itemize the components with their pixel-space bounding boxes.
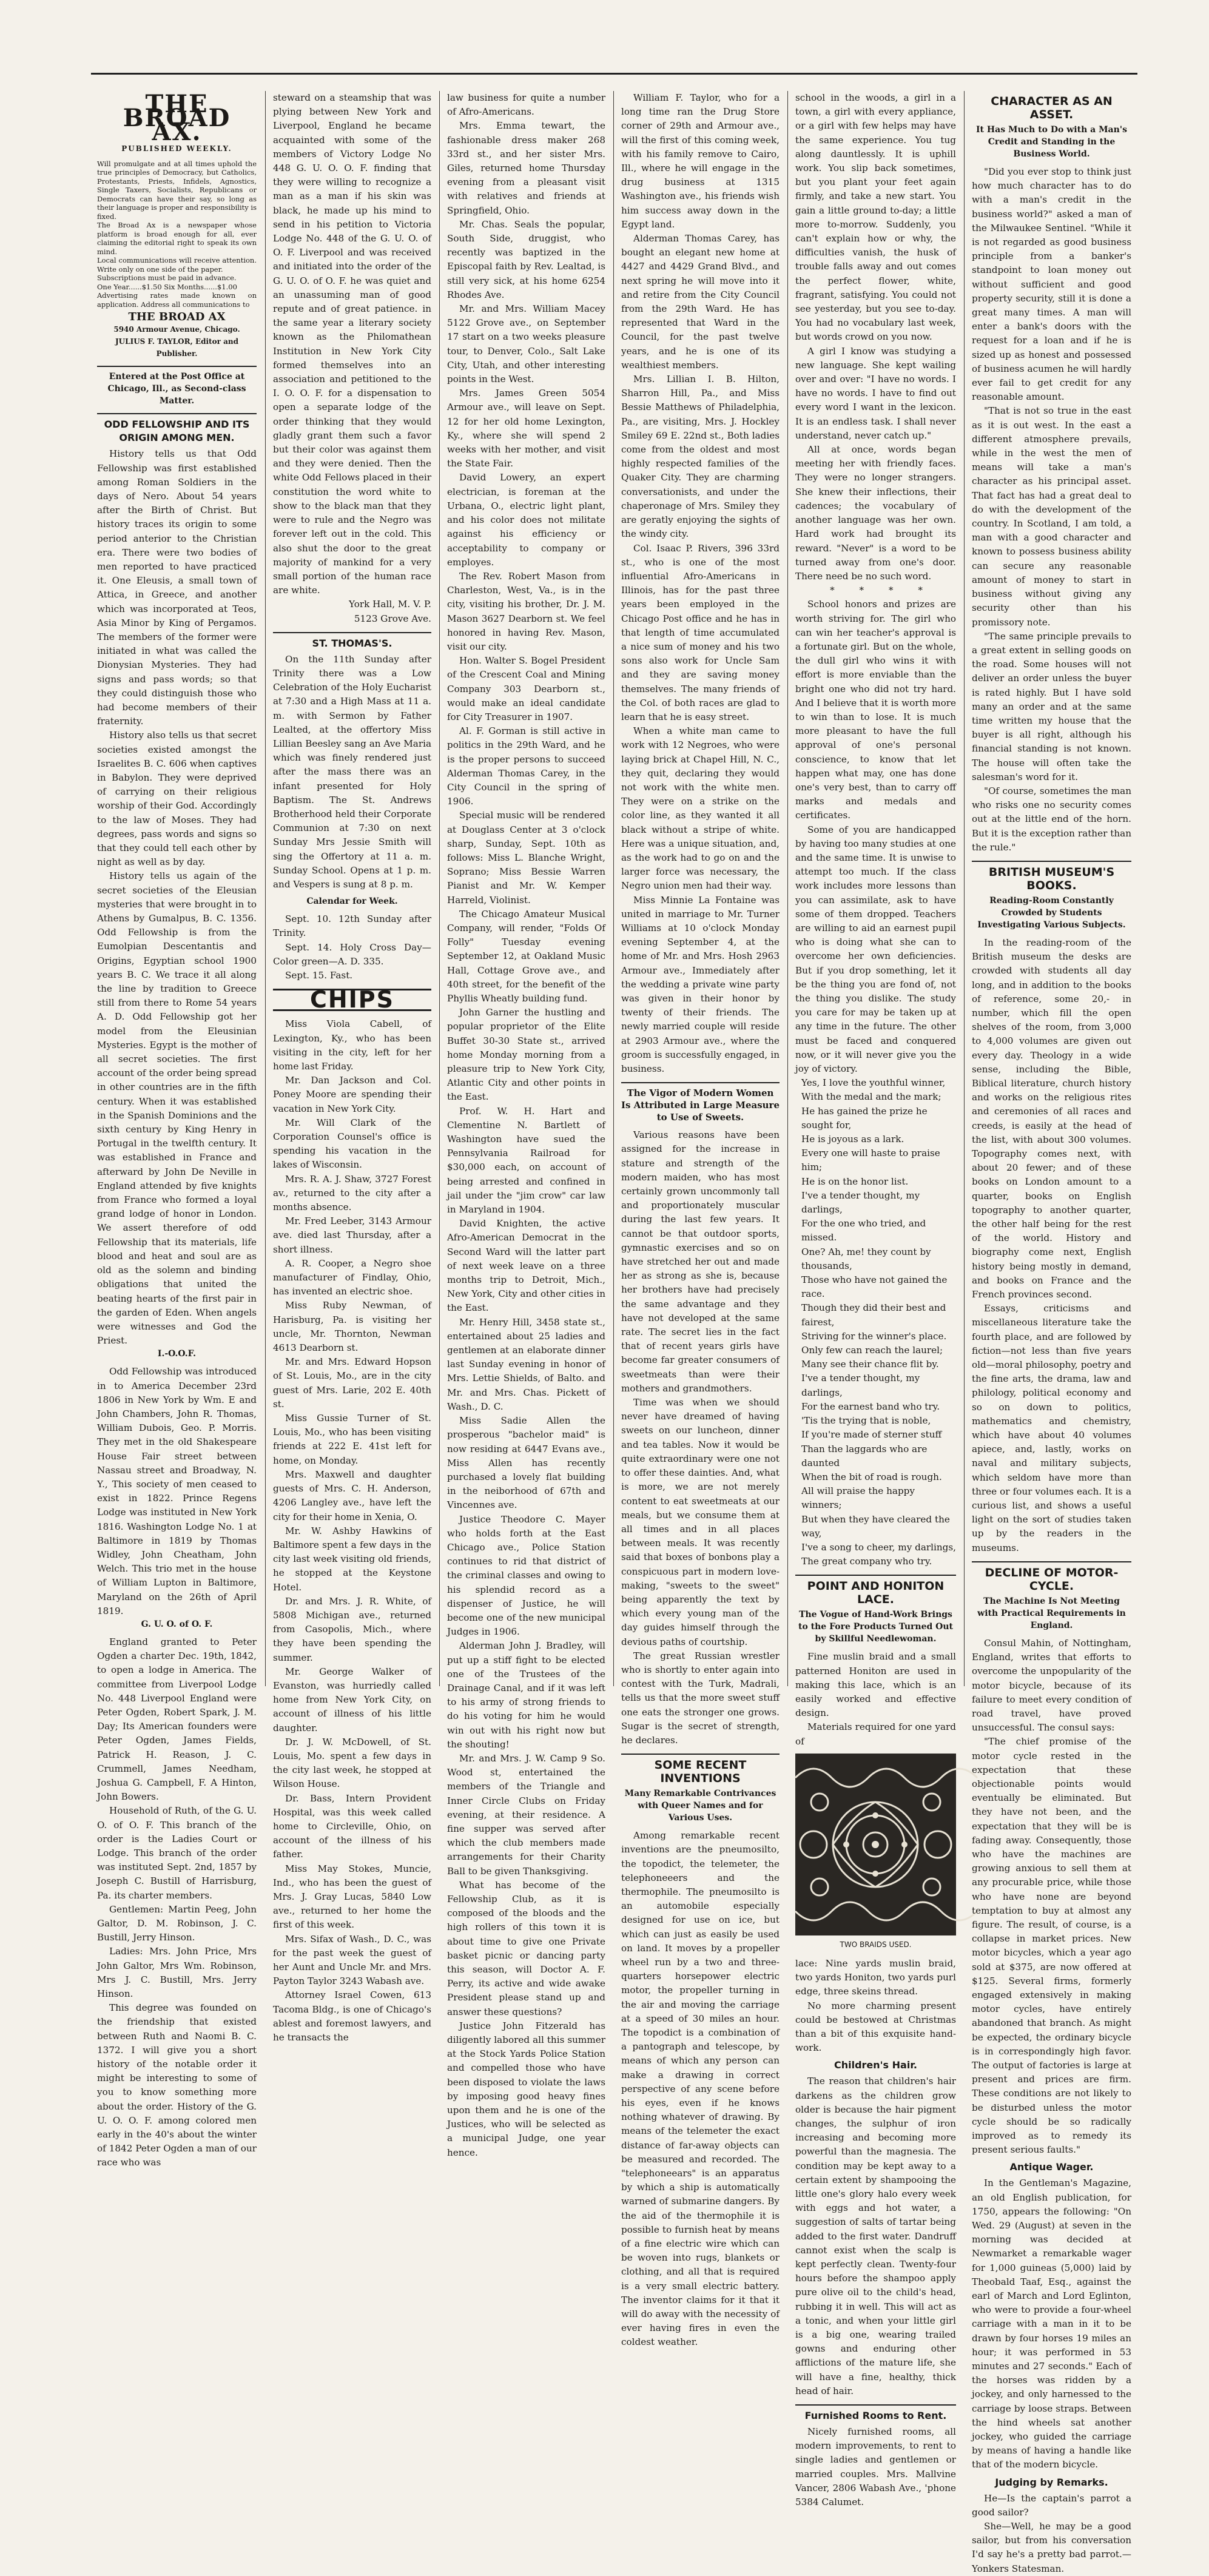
article-paragraph: Household of Ruth, of the G. U. O. of O. F. This branch of the order is the Ladies Court or Lodge. This branch of the order was instituted Sept. 2nd, 1857 by Joseph C. Bustill of Harrisburg, Pa. its charter members. — [97, 1805, 257, 1901]
article-paragraph: England granted to Peter Ogden a charter Dec. 19th, 1842, to open a lodge in America. The committee from Liverpool Lodge No. 448 Liverpool England were Peter Ogden, Robert Spark, J. M. Day; Its American founders were Peter Ogden, James Fields, Patrick H. Reason, J. C. Crummell, James Needham, Joshua G. Campbell, F. A Hinton, John Bowers. — [97, 1636, 257, 1803]
poem-line: Yes, I love the youthful winner, — [801, 1077, 946, 1089]
column-rule — [613, 91, 614, 1686]
masthead-notice: Will promulgate and at all times uphold the true principles of Democracy, but Catholics, Protestants, Priests, Infidels, Agnostics, Single Taxers, Socialists, Republicans or Democrats can have their say, so long as their language is proper and responsibility is fixed. — [97, 159, 257, 221]
divider — [273, 632, 431, 633]
signature: York Hall, M. V. P. — [349, 599, 431, 610]
chip-item: Mrs. R. A. J. Shaw, 3727 Forest av., returned to the city after a months absence. — [273, 1173, 431, 1213]
article-subhead: The Vogue of Hand-Work Brings to the Fore Products Turned Out by Skillful Needlewoman. — [798, 1610, 953, 1644]
divider — [621, 1082, 780, 1083]
divider — [972, 861, 1131, 862]
chip-item: Mr. Fred Leeber, 3143 Armour ave. died last Thursday, after a short illness. — [273, 1216, 431, 1255]
poem-line: If you're made of sterner stuff — [801, 1429, 942, 1441]
article-paragraph: Gentlemen: Martin Peeg, John Galtor, D. M. Robinson, J. C. Bustill, Jerry Hinson. — [97, 1903, 257, 1943]
masthead-title: THE BROAD AX. — [123, 90, 231, 147]
article-headline: The Vigor of Modern Women Is Attributed in Large Measure to Use of Sweets. — [621, 1088, 780, 1123]
chip-item: A. R. Cooper, a Negro shoe manufacturer of Findlay, Ohio, has invented an electric shoe. — [273, 1257, 431, 1297]
article-paragraph: Various reasons have been assigned for the increase in stature and strength of the modern maiden, who has most certainly grown uncommonly tall and proportionately muscular during the last few years. It cannot be that outdoor sports, gymnastic exercises and so on have stretched her out and made her as strong as she is, because her brothers have had precisely the same advantage and they have not developed at the same rate. The secret lies in the fact that of recent years girls have become far greater consumers of sweetmeats than were their mothers and grandmothers. — [621, 1129, 780, 1394]
masthead-notice: The Broad Ax is a newspaper whose platform is broad enough for all, ever claiming the editorial right to speak its own mind. — [97, 221, 257, 256]
article-subhead: The Machine Is Not Meeting with Practical Requirements in England. — [977, 1596, 1126, 1630]
chip-item: Mrs. Sifax of Wash., D. C., was for the past week the guest of her Aunt and Uncle Mr. and Mrs. Payton Taylor 3243 Wabash ave. — [273, 1933, 431, 1987]
calendar-heading: Calendar for Week. — [306, 896, 398, 907]
masthead-notice: Subscriptions must be paid in advance. — [97, 274, 237, 283]
article-headline: SOME RECENT INVENTIONS — [654, 1758, 747, 1786]
article-paragraph: History tells us again of the secret societies of the Eleusian mysteries that were brought in to Athens by Gumalpus, B. C. 1356. Odd Fellowship is from the Eumolpian Descentantis and Origins, Egyptian school 1900 years B. C. We trace it all along the line by tradition to Greece still from there to Rome 54 years A. D. Odd Fellowship got her model from the Eleusinian Mysteries. Egypt is the mother of all secret societies. The first account of the order being spread in other countries are in the fifth century. When it was established in the Spanish Dominions and the sixth century by King Henry in Portugal in the twelfth century. It was established in France and afterward by John De Neville in England attended by five knights from France who formed a loyal grand lodge of honor in London. We assert therefore of odd Fellowship that its materials, life blood and heat and soul are as old as the solemn and binding obligations that united the beating hearts of the first pair in the garden of Eden. When angels were witnesses and God the Priest. — [97, 870, 257, 1347]
article-paragraph: A girl I know was studying a new language. She kept wailing over and over: "I have no words. I have no words. I have to find out every word I want in the lexicon. It is an endless task. I shall never understand, never catch up." — [795, 345, 956, 441]
article-paragraph: steward on a steamship that was plying between New York and Liverpool, England he became acquainted with some of the members of Victory Lodge No 448 G. U. O. O. F. finding that they were willing to recognize a man as a man if his skin was black, he made up his mind to send in his petition to Victoria Lodge No. 448 of the G. U. O. of O. F. Liverpool and was received and initiated into the order of the G. U. O. of O. F. he was quiet and an unassuming man of good repute and of great patience. in the same year a literary society known as the Philomathean Institution in New York City formed themselves into an association and petitioned to the I. O. O. F. for a dispensation to open a separate lodge of the order thinking that they would gladly grant them such a favor but their color was against them and they were denied. Then the white Odd Fellows placed in their constitution the word white to show to the black man that they were to rule and the Negro was forever left out in the cold. This also shut the door to the great majority of mankind for a very small portion of the human race are white. — [273, 92, 431, 596]
column-4 — [615, 91, 786, 2348]
article-paragraph: lace: Nine yards muslin braid, two yards Honiton, two yards purl edge, three skeins thread. — [795, 1957, 956, 1997]
article-subhead: Reading-Room Constantly Crowded by Students Investigating Various Subjects. — [977, 895, 1126, 930]
article-paragraph: "The chief promise of the motor cycle rested in the expectation that these objectionable points would eventually be eliminated. But they have not been, and the expectation that they will be is fading away. Consequently, those who have the machines are growing anxious to sell them at any procurable price, while those who have none are beyond temptation to buy at almost any figure. The result, of course, is a collapse in market prices. New motor bicycles, which a year ago sold at $375, are now offered at $125. Several firms, formerly engaged extensively in making motor cycles, have entirely abandoned that branch. As might be expected, the ordinary bicycle is in correspondingly high favor. The output of factories is large at present and prices are firm. These conditions are not likely to be disturbed unless the motor cycle should be so radically improved as to remedy its present serious faults." — [972, 1736, 1131, 2156]
chip-item: Mr. W. Ashby Hawkins of Baltimore spent a few days in the city last week visiting old friends, he stopped at the Keystone Hotel. — [273, 1525, 431, 1593]
poem-line: I've a song to cheer, my darlings, — [801, 1541, 956, 1553]
masthead-name: THE BROAD AX — [128, 311, 226, 324]
chip-item: John Garner the hustling and popular proprietor of the Elite Buffet 30-30 State st., arrived home Monday morning from a pleasure trip to New York City, Atlantic City and other points in the East. — [447, 1007, 605, 1103]
article-paragraph: History tells us that Odd Fellowship was first established among Roman Soldiers in the days of Nero. About 54 years after the Birth of Christ. But history traces its origin to some period anterior to the Christian era. There were two bodies of men reported to have practiced it. One Eleusis, a small town of Attica, in Greece, and another which was incorporated at Teos, Asia Minor by King of Pergamos. The members of the former were initiated in what was called the Dionysian Mysteries. They had signs and pass words; so that they could distinguish those who had become members of their fraternity. — [97, 448, 257, 727]
column-rule — [439, 91, 440, 1686]
article-headline: ODD FELLOWSHIP AND ITS ORIGIN AMONG MEN. — [104, 419, 250, 444]
divider — [97, 413, 257, 414]
calendar-entry: Sept. 10. 12th Sunday after Trinity. — [273, 913, 431, 939]
article-paragraph: Some of you are handicapped by having too many studies at one and the same time. It is unwise to attempt too much. If the class work includes more lessons than you can assimilate, ask to have some of them dropped. Teachers are willing to aid an earnest pupil who is doing what she can to overcome her own deficiencies. But if you drop something, let it be the thing you are fond of, not the thing you dislike. The study you care for may be taken up at any time in the future. The other must be faced and conquered now, or it will never give you the joy of victory. — [795, 824, 956, 1075]
chip-item: Miss May Stokes, Muncie, Ind., who has been the guest of Mrs. J. Gray Lucas, 5840 Low ave., returned to her home the first of this week. — [273, 1863, 431, 1931]
chip-item: David Knighten, the active Afro-American Democrat in the Second Ward will the latter part of next week leave on a three months trip to Detroit, Mich., New York, City and other cities in the East. — [447, 1218, 605, 1314]
article-paragraph: He—Is the captain's parrot a good sailor? — [972, 2492, 1131, 2518]
column-rule — [787, 91, 788, 1686]
article-paragraph: "Of course, sometimes the man who risks one no security comes out at the little end of the horn. But it is the exception rather than the rule." — [972, 785, 1131, 853]
poem-line: Than the laggards who are daunted — [801, 1443, 928, 1468]
article-paragraph: Ladies: Mrs. John Price, Mrs John Galtor, Mrs Wm. Robinson, Mrs J. C. Bustill, Mrs. Jerry Hinson. — [97, 1946, 257, 2000]
article-paragraph: Time was when we should never have dreamed of having sweets on our luncheon, dinner and tea tables. Now it would be quite extraordinary were one not to offer these dainties. And, what is more, we are not merely content to eat sweetmeats at our meals, but we consume them at all times and in all places between meals. It was recently said that boxes of bonbons play a conspicuous part in modern love-making, "sweets to the sweet" being apparently the text by which every young man of the day guides himself through the devious paths of courtship. — [621, 1397, 780, 1647]
article-headline: Children's Hair. — [834, 2059, 918, 2071]
chip-item: Alderman Thomas Carey, has bought an elegant new home at 4427 and 4429 Grand Blvd., and next spring he will move into it and retire from the City Council from the 29th Ward. He has represented that Ward in the Council, for the past twelve years, and he is one of its wealthiest members. — [621, 233, 780, 371]
article-headline: Judging by Remarks. — [995, 2476, 1108, 2488]
chip-item: Mr. and Mrs. William Macey 5122 Grove ave., on September 17 start on a two weeks pleasure tour, to Denver, Colo., Salt Lake City, Utah, and other interesting points in the West. — [447, 303, 605, 385]
chip-item: Dr. and Mrs. J. R. White, of 5808 Michigan ave., returned from Casopolis, Mich., where they have been spending the summer. — [273, 1595, 431, 1663]
article-paragraph: In the reading-room of the British museum the desks are crowded with students all day long, and in addition to the books of reference, some 20,- in number, which fill the open shelves of the room, from 3,000 to 4,000 volumes are given out every day. Theology in a wide sense, including the Bible, Biblical literature, church history and works on the religious rites and ceremonies of all races and creeds, is easily at the head of the list, with about 300 volumes. Topography comes next, with about 20 fewer; and of these books on London amount to a quarter, books on English topography to another quarter, the other half being for the rest of the world. History and biography come next, English history being mostly in demand, and books on France and the French provinces second. — [972, 937, 1131, 1300]
chip-item: Dr. Bass, Intern Provident Hospital, was this week called home to Circleville, Ohio, on account of the illness of his father. — [273, 1792, 431, 1860]
article-paragraph: History also tells us that secret societies existed amongst the Israelites B. C. 606 when captives in Babylon. They were deprived of carrying on their religious worship of their God. Accordingly to the law of Moses. They had degrees, pass words and signs so that they could tell each other by night as well as by day. — [97, 730, 257, 868]
chip-item: Alderman John J. Bradley, will put up a stiff fight to be elected one of the Trustees of the Drainage Canal, and if it was left to his army of strong friends to do his voting for him he would win out with his right now but the shouting! — [447, 1640, 605, 1750]
masthead-editor: JULIUS F. TAYLOR, Editor and Publisher. — [115, 337, 238, 358]
poem-line: With the medal and the mark; — [801, 1091, 941, 1103]
column-5 — [789, 91, 962, 2508]
chip-item: Mrs. Maxwell and daughter guests of Mrs. C. H. Anderson, 4206 Langley ave., have left the city for their home in Xenia, O. — [273, 1468, 431, 1522]
chip-item: When a white man came to work with 12 Negroes, who were laying brick at Chapel Hill, N. C., they quit, declaring they would not work with the white men. They were on a strike on the color line, as they wanted it all black without a stripe of white. Here was a unique situation, and, as the work had to go on and the larger force was necessary, the Negro union men had their way. — [621, 725, 780, 892]
article-paragraph: Materials required for one yard of — [795, 1721, 956, 1747]
article-paragraph: Odd Fellowship was introduced in to America December 23rd 1806 in New York by Wm. E and John Chambers, John R. Thomas, William Dubois, Geo. P. Morris. They met in the old Shakespeare House Fair street between Nassau street and Broadway, N. Y., This society of men ceased to exist in 1822. Prince Regens Lodge was instituted in New York 1816. Washington Lodge No. 1 at Baltimore in 1819 by Thomas Widley, John Cheatham, John Welch. This trio met in the house of William Lupton in Baltimore, Maryland on the 26th of April 1819. — [97, 1366, 257, 1616]
article-paragraph: No more charming present could be bestowed at Christmas than a bit of this exquisite hand-work. — [795, 2000, 956, 2054]
article-paragraph: School honors and prizes are worth striving for. The girl who can win her teacher's approval is a fortunate girl. But on the whole, the dull girl who wins it with effort is more enviable than the bright one who did not try hard. And I believe that it is worth more to win than to lose. It is much more pleasant to have the full approval of one's personal conscience, to know that let happen what may, one has done one's very best, than to carry off marks and medals and certificates. — [795, 599, 956, 821]
poem-line: I've a tender thought, my darlings, — [801, 1189, 920, 1216]
poem-line: 'Tis the trying that is noble, — [801, 1415, 931, 1427]
article-paragraph: "Did you ever stop to think just how much character has to do with a man's credit in the business world?" asked a man of the Milwaukee Sentinel. "While it is not regarded as good business principle from a banker's standpoint to loan money out without sufficient and good property security, still it is done a great many times. A man will enter a bank's doors with the request for a loan and if he is sized up as honest and possessed of business acumen he will hardly ever fail to get credit for any reasonable amount. — [972, 166, 1131, 403]
article-paragraph: "That is not so true in the east as it is out west. In the east a different atmosphere prevails, while in the west the men of means will take a man's character as his principal asset. That fact has had a great deal to do with the development of the country. In Scotland, I am told, a man with a good character and known to possess business ability can secure any reasonable amount of money to start in business without giving any security other than his promissory note. — [972, 405, 1131, 628]
article-paragraph: school in the woods, a girl in a town, a girl with every appliance, or a girl with few helps may have the same experience. You tug along dauntlessly. It is uphill work. You slip back sometimes, but you plant your feet again firmly, and take a new start. You gain a little ground to-day; a little more to-morrow. Suddenly, you can't explain how or why, the difficulties vanish, the husk of trouble falls away and out comes the perfect flower, white, fragrant, satisfying. You could not see yesterday, but you see to-day. You had no vocabulary last week, but words crowd on you now. — [795, 92, 956, 343]
article-headline: POINT AND HONITON LACE. — [807, 1579, 945, 1607]
poem-line: I've a tender thought, my darlings, — [801, 1373, 920, 1398]
lace-illustration — [795, 1754, 956, 1935]
chip-item: William F. Taylor, who for a long time ran the Drug Store corner of 29th and Armour ave., will the first of this coming week, with his family remove to Cairo, Ill., where he will engage in the drug business at 1315 Washington ave., his friends wish him success away down in the Egypt land. — [621, 92, 780, 230]
chip-item: David Lowery, an expert electrician, is foreman at the Urbana, O., electric light plant, and his color does not militate against his efficiency or acceptability to company or employes. — [447, 472, 605, 568]
masthead-notice: Advertising rates made known on application. Address all communications to — [97, 291, 257, 309]
illustration-caption: TWO BRAIDS USED. — [840, 1940, 912, 1949]
poem-line: He is on the honor list. — [801, 1175, 909, 1187]
masthead-subtitle: PUBLISHED WEEKLY. — [121, 144, 232, 153]
advertisement-text: Nicely furnished rooms, all modern improvements, to rent to single ladies and gentlemen or married couples. Mrs. Mallvine Vancer, 2806 Wabash Ave., 'phone 5384 Calumet. — [795, 2426, 956, 2508]
chips-section-banner: CHIPS — [273, 989, 431, 1011]
column-rule — [265, 91, 266, 1686]
chip-item: Al. F. Gorman is still active in politics in the 29th Ward, and he is the proper persons to succeed Alderman Thomas Carey, in the City Council in the spring of 1906. — [447, 725, 605, 807]
section-break: * * * * — [830, 585, 934, 596]
chip-item: Miss Ruby Newman, of Harisburg, Pa. is visiting her uncle, Mr. Thornton, Newman 4613 Dearborn st. — [273, 1300, 431, 1354]
masthead-notice: Local communications will receive attention. Write only on one side of the paper. — [97, 256, 257, 274]
divider — [795, 2404, 956, 2406]
calendar-entry: Sept. 15. Fast. — [285, 969, 353, 981]
chip-item: The Rev. Robert Mason from Charleston, West, Va., is in the city, visiting his brother, Dr. J. M. Mason 3627 Dearborn st. We feel honored in having Rev. Mason, visit our city. — [447, 570, 605, 652]
section-subhead: I.-O.O.F. — [157, 1349, 197, 1359]
section-subhead: G. U. O. of O. F. — [141, 1619, 213, 1629]
article-paragraph: This degree was founded on the friendship that existed between Ruth and Naomi B. C. 1372. I will give you a short history of the notable order it might be interesting to some of you to know something more about the order. History of the G. U. O. O. F. among colored men early in the 40's about the winter of 1842 Peter Ogden a man of our race who was — [97, 2002, 257, 2168]
poem-line: When the bit of road is rough. — [801, 1471, 942, 1482]
chip-item: Miss Minnie La Fontaine was united in marriage to Mr. Turner Williams at 10 o'clock Monday evening September 4, at the home of Mr. and Mrs. Hosh 2963 Armour ave., Immediately after the wedding a private wine party was given in their honor by twenty of their friends. The newly married couple will reside at 2903 Armour ave., where the groom is successfully engaged, in business. — [621, 894, 780, 1075]
poem-line: Striving for the winner's place. — [801, 1330, 947, 1342]
poem-line: The great company who try. — [801, 1556, 932, 1567]
masthead-rates: One Year......$1.50 Six Months......$1.00 — [97, 282, 237, 291]
chip-item: Attorney Israel Cowen, 613 Tacoma Bldg., is one of Chicago's ablest and foremost lawyers, and he transacts the — [273, 1989, 431, 2043]
poem-line: One? Ah, me! they count by thousands, — [801, 1246, 931, 1271]
chip-item: Mrs. Lillian I. B. Hilton, Sharron Hill, Pa., and Miss Bessie Matthews of Philadelphia, Pa., are visiting, Mrs. J. Hockley Smiley 69 E. 22nd st., Both ladies come from the oldest and most highly respected families of the Quaker City. They are charming conversationists, and under the chaperonage of Mrs. Smiley they are geratly enjoying the sights of the windy city. — [621, 374, 780, 540]
chip-item: Justice Theodore C. Mayer who holds forth at the East Chicago ave., Police Station continues to rid that district of the criminal classes and owing to his splendid record as a dispenser of Justice, he will become one of the new municipal Judges in 1906. — [447, 1513, 605, 1638]
poem-line: Every one will haste to praise him; — [801, 1148, 940, 1173]
poem-line: Only few can reach the laurel; — [801, 1345, 943, 1356]
advertisement-headline: Furnished Rooms to Rent. — [804, 2410, 947, 2422]
article-headline: ST. THOMAS'S. — [312, 637, 392, 649]
article-paragraph: On the 11th Sunday after Trinity there was a Low Celebration of the Holy Eucharist at 7:30 and a High Mass at 11 a. m. with Sermon by Father Lealted, at the offertory Miss Lillian Beesley sang an Ave Maria which was finely rendered just after the mass there was an infant presented for Holy Baptism. The St. Andrews Brotherhood held their Corporate Communion at 7:30 on next Sunday Mrs Jessie Smith will sing the Offertory at 11 a. m. Sunday School. Opens at 1 p. m. and Vespers is sung at 8 p. m. — [273, 653, 431, 890]
column-3 — [441, 91, 611, 2158]
article-paragraph: The great Russian wrestler who is shortly to enter again into contest with the Turk, Madrali, tells us that the more sweet stuff one eats the stronger one grows. Sugar is the secret of strength, he declares. — [621, 1650, 780, 1746]
poem-line: For the earnest band who try. — [801, 1401, 940, 1412]
signature-address: 5123 Grove Ave. — [354, 613, 431, 624]
article-paragraph: The reason that children's hair darkens as the children grow older is because the hair pigment changes, the sulphur of iron increasing and becoming more powerful than the magnesia. The condition may be kept away to a certain extent by shampooing the little one's glory halo every week with eggs and hot water, a suggestion of salts of tartar being added to the first water. Dandruff cannot exist when the scalp is kept perfectly clean. Twenty-four hours before the shampoo apply pure olive oil to the child's head, rubbing it in well. This will act as a tonic, and when your little girl is a big one, wearing trailed gowns and enduring other afflictions of the mature life, she will have a fine, healthy, thick head of hair. — [795, 2076, 956, 2396]
poem-line: For the one who tried, and missed. — [801, 1218, 926, 1243]
chip-item: Miss Viola Cabell, of Lexington, Ky., who has been visiting in the city, left for her home last Friday. — [273, 1018, 431, 1072]
article-headline: BRITISH MUSEUM'S BOOKS. — [988, 865, 1115, 892]
poem-line: He has gained the prize he sought for, — [801, 1105, 928, 1131]
column-rule — [964, 91, 965, 1686]
poem-line: But when they have cleared the way, — [801, 1513, 950, 1539]
poem-line: Though they did their best and fairest, — [801, 1302, 946, 1328]
poem-line: Many see their chance flit by. — [801, 1359, 939, 1370]
poem-line: Those who have not gained the race. — [801, 1274, 948, 1300]
divider — [621, 1754, 780, 1755]
chip-item: Mr. and Mrs. Edward Hopson of St. Louis, Mo., are in the city guest of Mrs. Larie, 202 E. 40th st. — [273, 1356, 431, 1410]
article-paragraph: Among remarkable recent inventions are the pneumosilto, the topodict, the telemeter, the telephoneeers and the thermophile. The pneumosilto is an automobile especially designed for use on ice, but which can just as easily be used on land. It moves by a propeller wheel run by a two and three-quarters horsepower electric motor, the propeller turning in the air and moving the carriage at a speed of 30 miles an hour. The topodict is a combination of a pantograph and telescope, by means of which any person can make a drawing in correct perspective of any scene before his eyes, even if he knows nothing whatever of drawing. By means of the telemeter the exact distance of far-away objects can be measured and recorded. The "telephoneears" is an apparatus by which a ship is automatically warned of submarine dangers. By the aid of the thermophile it is possible to furnish heat by means of a fine electric wire which can be woven into rugs, blankets or clothing, and all that is required is a very small electric battery. The inventor claims for it that it will do away with the necessity of ever having fires in even the coldest weather. — [621, 1830, 780, 2348]
article-paragraph: All at once, words began meeting her with friendly faces. They were no longer strangers. She knew their inflections, their cadences; the vocabulary of another language was her own. Hard work had brought its reward. "Never" is a word to be turned away from one's door. There need be no such word. — [795, 444, 956, 582]
chip-item: Mrs. Emma tewart, the fashionable dress maker 268 33rd st., and her sister Mrs. Giles, returned home Thursday evening from a pleasant visit with relatives and friends at Springfield, Ohio. — [447, 120, 605, 216]
masthead-entry: Entered at the Post Office at Chicago, Ill., as Second-class Matter. — [107, 372, 246, 406]
chip-item: Mrs. James Green 5054 Armour ave., will leave on Sept. 12 for her old home Lexington, Ky., where she will spend 2 weeks with her mother, and visit the State Fair. — [447, 388, 605, 469]
chip-item: Mr. Will Clark of the Corporation Counsel's office is spending his vacation in the lakes of Wisconsin. — [273, 1117, 431, 1171]
article-paragraph: Consul Mahin, of Nottingham, England, writes that efforts to overcome the unpopularity of the motor bicycle, because of its failure to meet every condition of road travel, have proved unsuccessful. The consul says: — [972, 1637, 1131, 1734]
article-subhead: Many Remarkable Contrivances with Queer Names and for Various Uses. — [624, 1789, 776, 1823]
article-headline: DECLINE OF MOTOR-CYCLE. — [985, 1565, 1119, 1593]
article-paragraph: In the Gentleman's Magazine, an old English publication, for 1750, appears the following: "On Wed. 29 (August) at seven in the morning was decided at Newmarket a remarkable wager for 1,000 guineas (5,000) laid by Theobald Taaf, Esq., against the earl of March and Lord Eglinton, who were to provide a four-wheel carriage with a man in it to be drawn by four horses 19 miles an hour; it was performed in 53 minutes and 27 seconds." Each of the horses was ridden by a jockey, and only harnessed to the carriage by loose straps. Between the hind wheels sat another jockey, who guided the carriage by means of having a handle like that of the modern bicycle. — [972, 2177, 1131, 2470]
chip-item: Hon. Walter S. Bogel President of the Crescent Coal and Mining Company 303 Dearborn st., would make an ideal candidate for City Treasurer in 1907. — [447, 655, 605, 722]
chip-item: Dr. J. W. McDowell, of St. Louis, Mo. spent a few days in the city last week, he stopped at Wilson House. — [273, 1736, 431, 1790]
chip-item: What has become of the Fellowship Club, as it is composed of the bloods and the high rollers of this town it is about time to give one Private basket picnic or dancing party this season, will Doctor A. F. Perry, its active and wide awake President please stand up and answer these questions? — [447, 1879, 605, 2017]
chip-item: Mr. and Mrs. J. W. Camp 9 So. Wood st, entertained the members of the Triangle and Inner Circle Clubs on Friday evening, at their residence. A fine supper was served after which the club members made arrangements for their Charity Ball to be given Thanksgiving. — [447, 1752, 605, 1877]
chip-item: Col. Isaac P. Rivers, 396 33rd st., who is one of the most influential Afro-Americans in Illinois, has for the past three years been employed in the Chicago Post office and he has in that length of time accumulated a nice sum of money and his two sons also work for Uncle Sam and they are saving money themselves. The many friends of the Col. of both races are glad to learn that he is easy street. — [621, 542, 780, 722]
divider — [97, 366, 257, 367]
article-subhead: It Has Much to Do with a Man's Credit and Standing in the Business World. — [976, 125, 1127, 159]
article-headline: CHARACTER AS AN ASSET. — [991, 95, 1113, 121]
chip-item: Special music will be rendered at Douglass Center at 3 o'clock sharp, Sunday, Sept. 10th as follows: Miss L. Blanche Wright, Soprano; Miss Bessie Warren Pianist and Mr. W. Kemper Harreld, Violinist. — [447, 810, 605, 906]
article-paragraph: Fine muslin braid and a small patterned Honiton are used in making this lace, which is an easily worked and effective design. — [795, 1651, 956, 1719]
chip-item: Mr. Henry Hill, 3458 state st., entertained about 25 ladies and gentlemen at an elaborate dinner last Sunday evening in honor of Mrs. Lettie Shields, of Balto. and Mr. and Mrs. Chas. Pickett of Wash., D. C. — [447, 1316, 605, 1412]
poem — [795, 1076, 956, 1569]
top-rule — [91, 73, 1137, 75]
divider — [972, 1561, 1131, 1562]
chip-item: Mr. George Walker of Evanston, was hurriedly called home from New York City, on account of illness of his little daughter. — [273, 1666, 431, 1734]
article-paragraph: "The same principle prevails to a great extent in selling goods on the road. Some houses will not deliver an order unless the buyer is rated highly. But I have sold many an order and at the same time written my house that the buyer is all right, although his financial standing is not known. The house will often take the salesman's word for it. — [972, 630, 1131, 782]
chip-item: The Chicago Amateur Musical Company, will render, "Folds Of Folly" Tuesday evening September 12, at Oakland Music Hall, Cottage Grove ave., and 40th street, for the benefit of the Phyllis Wheatly building fund. — [447, 908, 605, 1004]
article-paragraph: She—Well, he may be a good sailor, but from his conversation I'd say he's a pretty bad parrot.—Yonkers Statesman. — [972, 2521, 1131, 2574]
column-1 — [91, 90, 263, 2168]
article-headline: Antique Wager. — [1009, 2161, 1094, 2173]
article-paragraph: Essays, criticisms and miscellaneous literature take the fourth place, and are followed by fiction—not less than five years old—moral philosophy, poetry and the fine arts, the drama, law and philology, political economy and so on down to politics, mathematics and chemistry, which have about 40 volumes apiece, and, lastly, works on naval and military subjects, which seldom have more than three or four volumes each. It is a curious list, and shows a useful light on the sort of studies taken up by the readers in the museums. — [972, 1303, 1131, 1553]
chip-item: Mr. Dan Jackson and Col. Poney Moore are spending their vacation in New York City. — [273, 1075, 431, 1114]
masthead-address: 5940 Armour Avenue, Chicago. — [113, 325, 240, 334]
poem-line: All will praise the happy winners; — [801, 1485, 915, 1511]
divider — [795, 1575, 956, 1576]
chip-item: Justice John Fitzerald has diligently labored all this summer at the Stock Yards Police Station and compelled those who have been disposed to violate the laws by imposing good heavy fines upon them and he is one of the Justices, who will be selected as a municipal Judge, one year hence. — [447, 2020, 605, 2158]
chip-item: law business for quite a number of Afro-Americans. — [447, 92, 605, 118]
column-6 — [966, 91, 1137, 2574]
column-2 — [267, 91, 437, 2043]
chip-item: Miss Gussie Turner of St. Louis, Mo., who has been visiting friends at 222 E. 41st left for home, on Monday. — [273, 1413, 431, 1466]
calendar-entry: Sept. 14. Holy Cross Day—Color green—A. D. 335. — [273, 941, 431, 967]
chip-item: Mr. Chas. Seals the popular, South Side, druggist, who recently was baptized in the Episcopal faith by Rev. Lealtad, is still very sick, at his home 6254 Rhodes Ave. — [447, 218, 605, 300]
chip-item: Prof. W. H. Hart and Clementine N. Bartlett of Washington have sued the Pennsylvania Railroad for $30,000 each, on account of being arrested and confined in jail under the "jim crow" car law in Maryland in 1904. — [447, 1105, 605, 1216]
chip-item: Miss Sadie Allen the prosperous "bachelor maid" is now residing at 6447 Evans ave., Miss Allen has recently purchased a lovely flat building in the neiborhood of 67th and Vincennes ave. — [447, 1415, 605, 1511]
poem-line: He is joyous as a lark. — [801, 1134, 904, 1145]
